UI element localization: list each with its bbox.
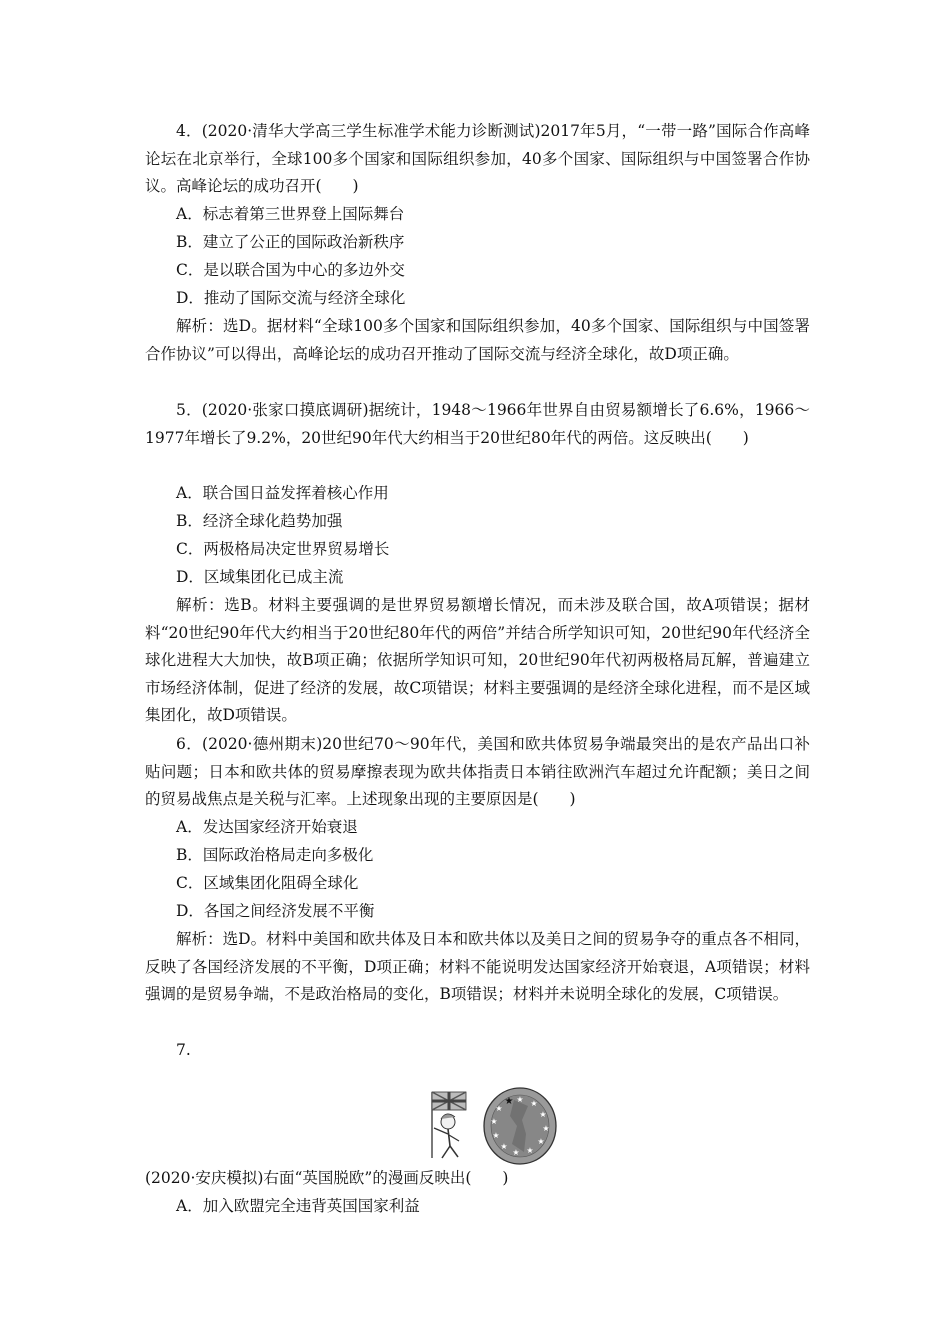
question-5-option-a: A．联合国日益发挥着核心作用 [176, 484, 389, 502]
question-6-option-d: D．各国之间经济发展不平衡 [176, 902, 375, 920]
question-7-option-a: A．加入欧盟完全违背英国国家利益 [176, 1197, 420, 1215]
question-4-option-d: D．推动了国际交流与经济全球化 [176, 289, 406, 307]
svg-text:★: ★ [539, 1110, 547, 1119]
svg-text:★: ★ [500, 1142, 508, 1151]
question-5-option-c: C．两极格局决定世界贸易增长 [176, 540, 390, 558]
question-6-stem: 6．(2020·德州期末)20世纪70～90年代，美国和欧共体贸易争端最突出的是农产品出口补贴问题；日本和欧共体的贸易摩擦表现为欧共体指责日本销往欧洲汽车超过允许配额；美日之间的贸易战焦点是关税与汇率。上述现象出现的主要原因是( ) [145, 735, 810, 809]
question-4-option-c: C．是以联合国为中心的多边外交 [176, 261, 405, 279]
question-5-analysis: 解析：选B。材料主要强调的是世界贸易额增长情况，而未涉及联合国，故A项错误；据材料“20世纪90年代大约相当于20世纪80年代的两倍”并结合所学知识可知，20世纪90年代经济全球化进程大大加快，故B项正确；依据所学知识可知，20世纪90年代初两极格局瓦解，普遍建立市场经济体制，促进了经济的发展，故C项错误；材料主要强调的是经济全球化进程，而不是区域集团化，故D项错误。 [145, 596, 810, 725]
svg-text:★: ★ [542, 1124, 550, 1133]
question-4-option-b: B．建立了公正的国际政治新秩序 [176, 233, 405, 251]
question-6-option-b: B．国际政治格局走向多极化 [176, 846, 374, 864]
question-4-analysis: 解析：选D。据材料“全球100多个国家和国际组织参加，40多个国家、国际组织与中国签署合作协议”可以得出，高峰论坛的成功召开推动了国际交流与经济全球化，故D项正确。 [145, 317, 810, 363]
svg-text:★: ★ [504, 1096, 514, 1107]
svg-text:★: ★ [512, 1148, 520, 1157]
question-6-analysis: 解析：选D。材料中美国和欧共体及日本和欧共体以及美日之间的贸易争夺的重点各不相同，反映了各国经济发展的不平衡，D项正确；材料不能说明发达国家经济开始衰退，A项错误；材料强调的是贸易争端，不是政治格局的变化，B项错误；材料并未说明全球化的发展，C项错误。 [145, 930, 810, 1004]
svg-text:★: ★ [516, 1095, 524, 1104]
svg-text:★: ★ [495, 1104, 503, 1113]
svg-text:★: ★ [530, 1099, 538, 1108]
question-4-stem: 4．(2020·清华大学高三学生标准学术能力诊断测试)2017年5月，“一带一路”国际合作高峰论坛在北京举行，全球100多个国家和国际组织参加，40多个国家、国际组织与中国签署合作协议。高峰论坛的成功召开( ) [145, 122, 810, 196]
svg-text:★: ★ [492, 1131, 500, 1140]
svg-text:★: ★ [490, 1117, 498, 1126]
question-7-number: 7. [176, 1041, 191, 1059]
svg-text:★: ★ [537, 1137, 545, 1146]
question-6-option-a: A．发达国家经济开始衰退 [176, 818, 358, 836]
question-5-stem: 5．(2020·张家口摸底调研)据统计，1948～1966年世界自由贸易额增长了6.6%，1966～1977年增长了9.2%，20世纪90年代大约相当于20世纪80年代的两倍。这反映出( ) [145, 401, 810, 447]
svg-text:★: ★ [526, 1146, 534, 1155]
question-7-stem: (2020·安庆模拟)右面“英国脱欧”的漫画反映出( ) [145, 1169, 509, 1187]
brexit-cartoon-icon [422, 1086, 562, 1166]
question-5-option-d: D．区域集团化已成主流 [176, 568, 344, 586]
question-5-option-b: B．经济全球化趋势加强 [176, 512, 343, 530]
question-6-option-c: C．区域集团化阻碍全球化 [176, 874, 359, 892]
question-4-option-a: A．标志着第三世界登上国际舞台 [176, 205, 405, 223]
